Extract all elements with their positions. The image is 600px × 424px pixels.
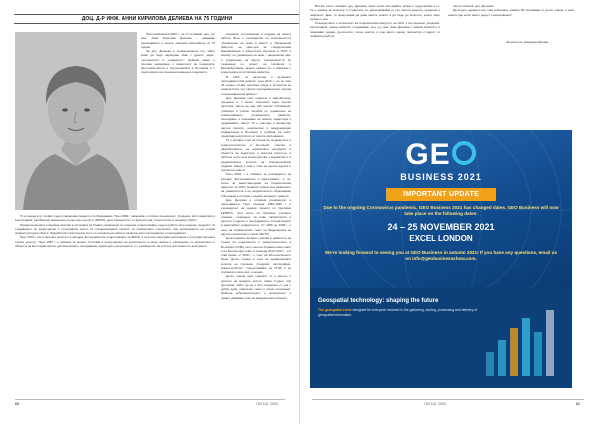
ad-brand-prefix: GE (405, 138, 451, 171)
ad-description (318, 308, 478, 317)
article-paragraph: Всички, които познават доц. Делиева, знаят колко всеотдайна, добра и трудолюбива е тя. Тя е пример за колегите и студентите си, вдъхновявайки ги със своята енергия, ерудиция и човечност. Днес тя продължава да дава своите съвети и да бъде до колегите, когато имат нужда от нея. (310, 4, 440, 21)
ad-brand-subtitle: BUSINESS 2021 (400, 172, 482, 182)
ad-description-rest: designed for everyone involved in the gathering, storing, processing and delivery of geospatial information. (318, 308, 478, 317)
article-paragraph: Професионалната ѝ кариера започва в системата на Главно управление по геодезия и картография, където работи като инженер геодезист по създаването на кадастрални и топографски карти, по специализирани проекти за поземлените отношения, при реализацията на големи инфраструктурни обекти. Придобитият практически опит е в основата на нейното развитие като изследовател и преподавател. (15, 222, 215, 235)
geo-business-advertisement (310, 130, 572, 388)
signature: За колегите: Надежда Ярлова (506, 40, 549, 44)
right-journal-name: ГКЗ 5-6 ' 2020 (424, 402, 446, 406)
article-column-1-upper (141, 32, 215, 212)
ad-brand-logo (310, 140, 572, 170)
ad-message: Due to the ongoing Coronavirus pandemic, GEO Business 2021 has changed dates. GEO Business will now take place on the following dates: (323, 205, 559, 216)
event-venue: EXCEL LONDON (409, 234, 473, 243)
article-paragraph: Дълги години през годините тя е ментор и приятел на младите колеги. Няма студент или докторант, който да не е бил подкрепен от нея с добра дума, практичен съвет и лично отношение. Нейната доброжелателност и принципност я правят уважаван член на академичната общност. (221, 274, 291, 300)
right-footer-rule (312, 399, 584, 400)
article-paragraph: Дългогодишни активно участва в дейността на Съюза на геодезистите и земеустроителите в България (СГЗБ), като член на Управителния съвет и на Контролния съвет в периода 2010–2014 г., а в това време от 2002 г. е член на Изпълнителното бюро. Дълги години е член на редакционната колегия на списание „Геодезия, картография, земеустройство“, предоставяйки на СГЗБ и на списанието своя опит и знания. (221, 236, 291, 274)
left-journal-name: ГКЗ 5-6 ' 2020 (256, 402, 278, 406)
article-paragraph: В УАСГ се разгръща и активната преподавателска дейност през 2010 г., но за тези 40 години остава сериозна следа в историята на университета със своята преподавателска, научна и организационна дейност. (221, 74, 291, 96)
portrait-photo (15, 32, 137, 210)
article-column-1-lower (15, 214, 215, 394)
article-title: ДОЦ. Д-Р ИНЖ. АННИ КИРИЛОВА ДЕЛИЕВА НА 75 ГОДИНИ (14, 14, 300, 24)
article-paragraph: Ръководството и колективът на Геодезическия факултет на УАСГ и на списание „Геодезия, картография, земеустройство“ поздравяват доц. д-р инж. Анни Делиева с нейния юбилей и ѝ пожелават здраве, дълголетие, лично щастие и още много години творчество и радост от любимата работа! (310, 21, 440, 38)
article-paragraph: неуморно ентусиазиран и отдаден на своята работа. Вече е ръководител на специалността „Управление на земи и имоти“ и Обединения факултет на Центъра за следдипломна квалификация и факултетно обучение в УАСГ и експерт по управление на земи – национален ранг и управление на имоти. Специалността бе създадена по проект на Норвегия и Великобритания, защото нейния път е обвързан с концепцията за устойчиво развитие. (221, 32, 291, 75)
article-paragraph: Честит юбилей, доц. Делиева! (453, 4, 494, 8)
left-page-number: 60 (15, 402, 19, 406)
article-column-3 (310, 4, 440, 124)
important-update-badge: IMPORTANT UPDATE (386, 188, 496, 201)
article-paragraph: Тя е родена в гр. София, където завършва средното си образование. През 1969 г. завършва с отличие специалност „Геодезия, фотограметрия и картография“ във Висшия инженерно-строителен институт (ВИСИ), днес Университет по архитектура, строителство и геодезия (УАСГ). (15, 214, 215, 223)
article-paragraph: Доц. Делиева е отзивчив ръководител и преподавател. През периода 1995–1999 г. е ръководител на редица проекти по програма ТЕМПУС, чрез които са обновени учебните планове, създадени са нови лаборатории и десетки студенти и преподаватели специализират в европейски университети. От 1999 до 2009 г. е член на Управителния съвет на Федерацията на научно-техническите съюзи (ФНТС). (221, 197, 291, 236)
article-paragraph: Доц. Делиева през годините е задълбочена, прецизна и с много творческа идея научен работник. Автор на над 100 научни публикации, учебници и учебни пособия по управление на земеползването, регионалното развитие, изследване и оценяване на земята, кадастъра и недвижимите имоти. Тя е участник в множество научни проекти, национални и международни конференции в България и чужбина, на които представя резултатите от своите изследвания. (221, 95, 291, 138)
article-paragraph: За доц. Делиева е професионален път, който може да бъде нарисуван само с думите „вяра“, „постоянство“ и „отдаденост“. Нейният живот е свързан неразривно с развитието на геодезията, фотограметрията и картографията в България и с подготовката на поколения инженери геодезисти. (141, 49, 215, 75)
ad-description-highlight: The geospatial event (318, 308, 352, 312)
article-paragraph: През 1976 г. постъпва като асистент в катедра „Фотограметрия и картография“ на ВИСИ, а по-късно защитава дисертация и получава научната степен „доктор“. През 1987 г. е избрана за доцент. Оттогава в продължение на десетилетия тя води лекции и упражнения по дисциплини от областта на фотограметрията, дистанционните изследвания, кадастъра и регулацията, и е ръководител на стотици дипломанти и докторанти. (15, 235, 215, 248)
ring-o-icon (452, 141, 476, 165)
ad-contact-text: We're looking forward to seeing you at GEO Business in autumn 2021! If you have any questions, email us on info@geobusinessshow.com. (324, 250, 558, 261)
article-paragraph: През изминалата 2020 г., на 17 октомври, доц. д-р инж. Анни Кирилова Делиева – уважаван преподавател и колега, навърши юбилейните си 75 години. (141, 32, 215, 49)
article-paragraph: През 2002 г. е избрана за ръководител на катедра „Фотограметрия и картография“, а по-късно за заместник-декан на Геодезическия факултет на УАСГ. Нейният принос към развитието на университета и на геодезическото образование в България е отличен с редица награди и грамоти. (221, 172, 291, 198)
right-page-number: 61 (576, 402, 580, 406)
ad-slogan: Geospatial technology: shaping the future (318, 298, 439, 304)
article-paragraph: Тя е активен член на Съюза на геодезистите и земеустроителите в България, участва в разработването на нормативни документи в областта на кадастъра и имотния регистър, в работни групи към министерства и ведомства и в редакционните колегии на специализирани издания. Наред с това е член на научни журита и експертни съвети. (221, 138, 291, 172)
data-bars-graphic (482, 300, 566, 380)
article-paragraph: Да бъдете здрава и все така усмихната, каквато Ви познаваме от дълги години, и нека новите дни носят много радост и вдъхновение! (448, 8, 574, 17)
left-footer-rule (15, 399, 285, 400)
article-column-2-left (221, 32, 291, 394)
article-column-4 (448, 4, 574, 34)
portrait-illustration (15, 32, 137, 210)
event-dates: 24 – 25 NOVEMBER 2021 (387, 222, 495, 232)
